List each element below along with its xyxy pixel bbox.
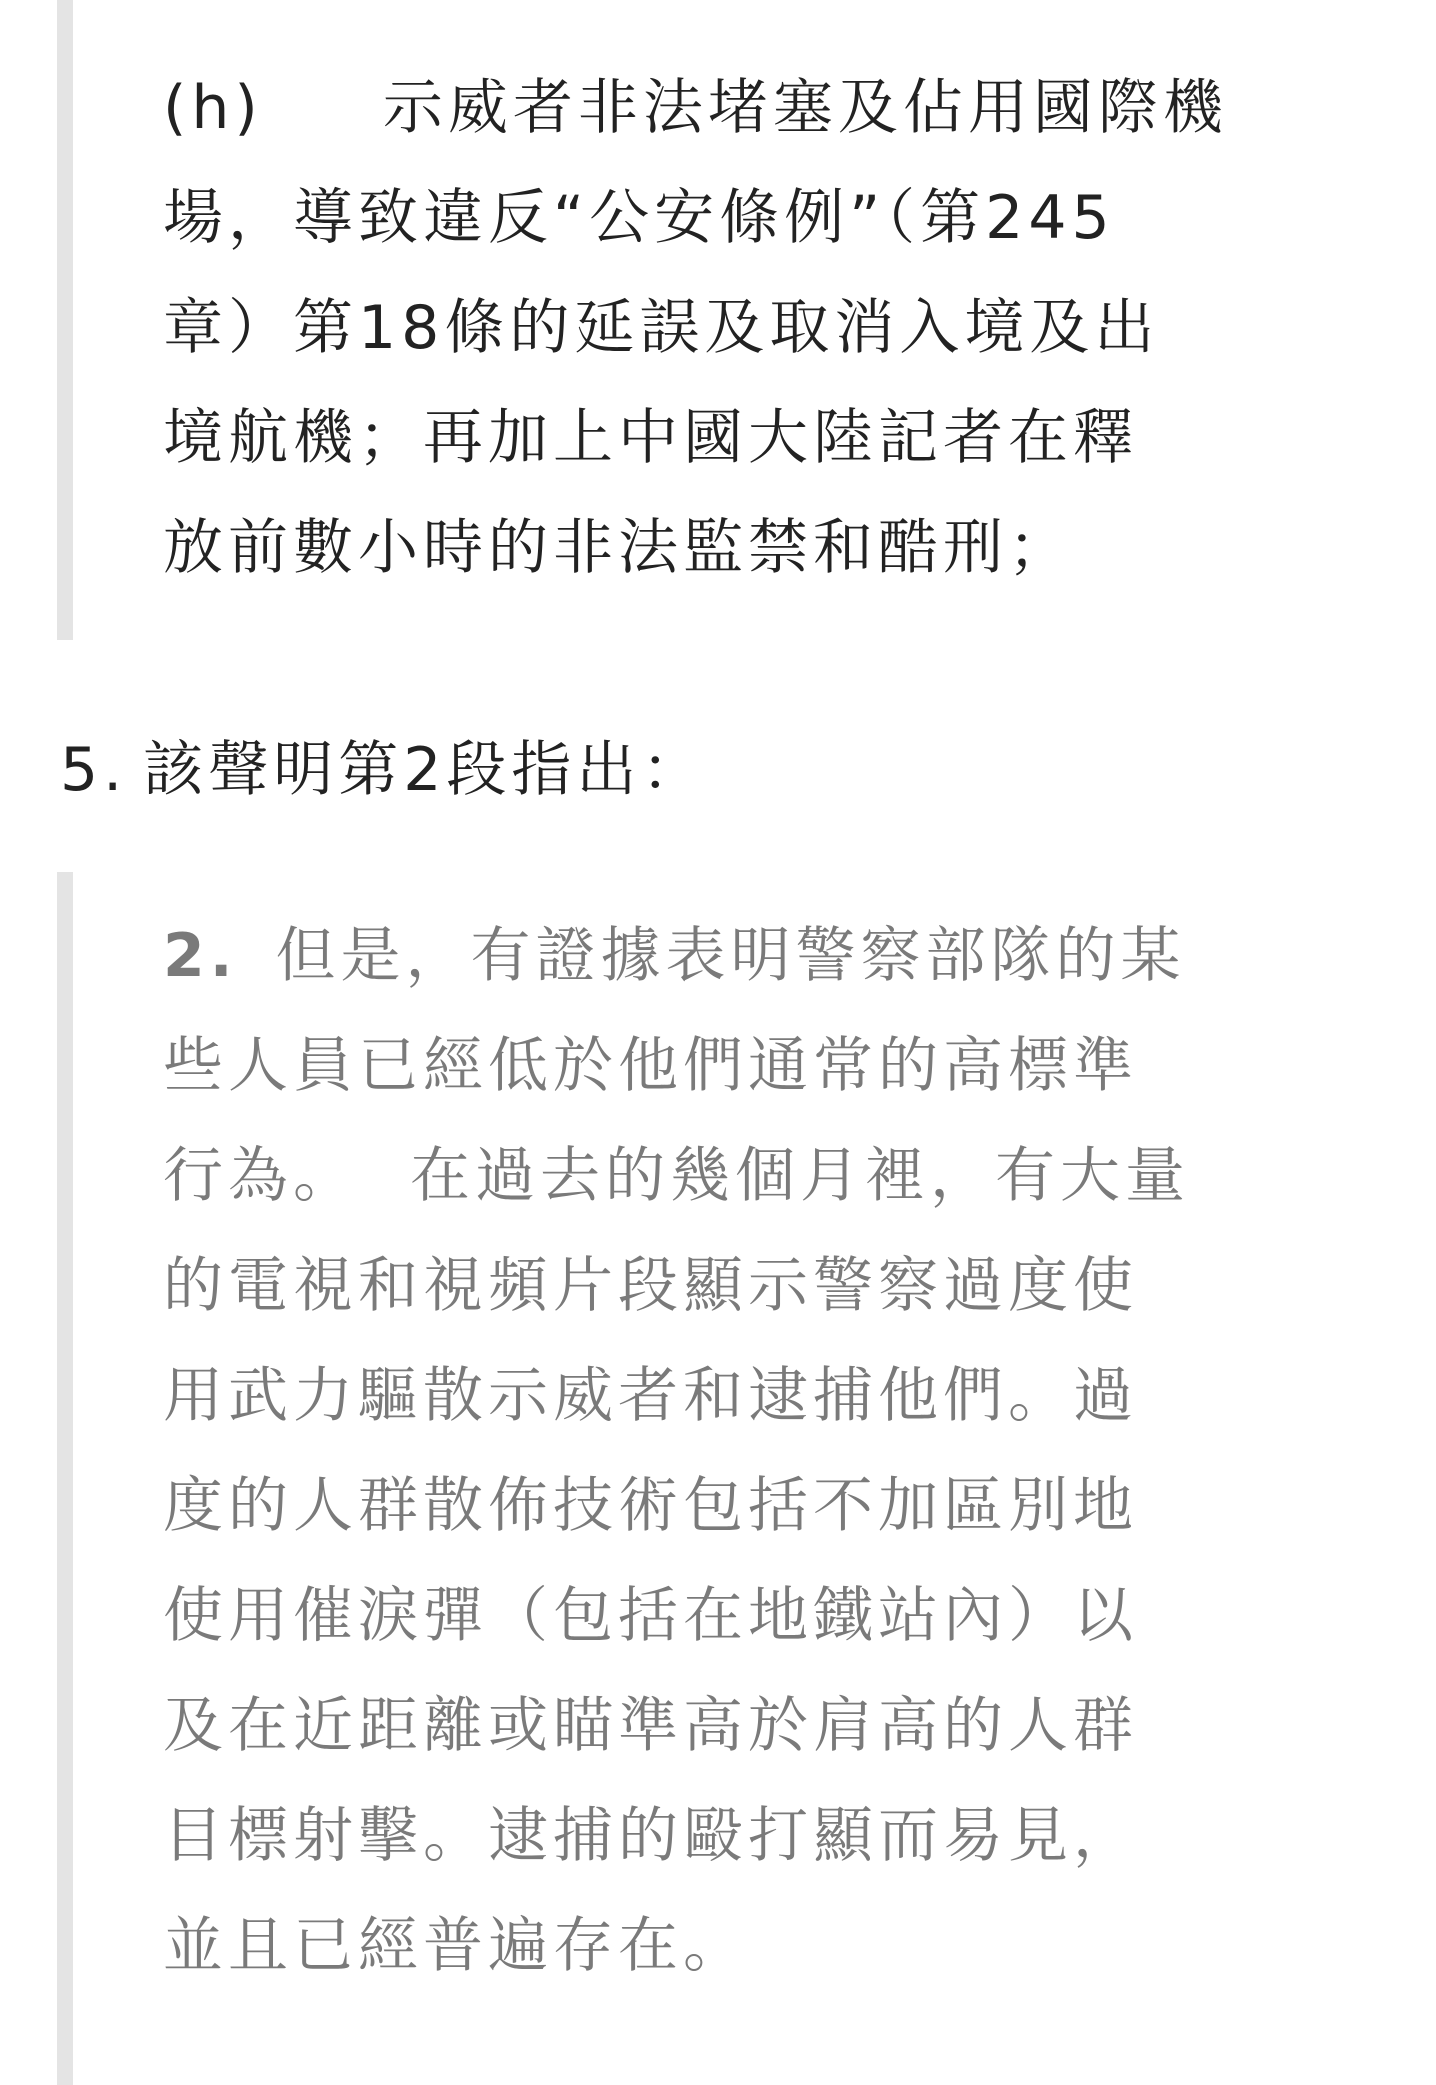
numbered-item-5 bbox=[60, 735, 707, 805]
quote-2-line-1-text: 但是，有證據表明警察部隊的某 bbox=[275, 921, 1186, 991]
quote-2-line-3-b: 在過去的幾個月裡，有大量 bbox=[410, 1141, 1190, 1211]
quote-2-line-3-a: 行為。 bbox=[163, 1141, 358, 1211]
quote-2-line-5: 用武力驅散示威者和逮捕他們。過 bbox=[163, 1361, 1138, 1431]
quote-2-line-10: 並且已經普遍存在。 bbox=[163, 1911, 748, 1981]
quote-2-line-1 bbox=[163, 921, 1186, 991]
quote-h-line-2: 場，導致違反“公安條例”（第245 bbox=[163, 183, 1115, 253]
quote-2-line-2: 些人員已經低於他們通常的高標準 bbox=[163, 1031, 1138, 1101]
quote-h-marker: (h) bbox=[163, 73, 263, 143]
blockquote-2 bbox=[57, 872, 1436, 2085]
quote-h-line-5: 放前數小時的非法監禁和酷刑； bbox=[163, 513, 1073, 583]
blockquote-h bbox=[57, 0, 1436, 640]
quote-h-line-4: 境航機；再加上中國大陸記者在釋 bbox=[163, 403, 1138, 473]
quote-2-line-4: 的電視和視頻片段顯示警察過度使 bbox=[163, 1251, 1138, 1321]
quote-2-line-8: 及在近距離或瞄準高於肩高的人群 bbox=[163, 1691, 1138, 1761]
quote-2-number: 2. bbox=[163, 921, 238, 991]
quote-2-line-9: 目標射擊。逮捕的毆打顯而易見， bbox=[163, 1801, 1138, 1871]
quote-h-line-3: 章）第18條的延誤及取消入境及出 bbox=[163, 293, 1160, 363]
quote-2-line-3 bbox=[163, 1141, 1190, 1211]
item-5-text: 該聲明第2段指出： bbox=[143, 735, 707, 805]
quote-h-line-1 bbox=[163, 73, 1228, 143]
item-5-number: 5. bbox=[60, 735, 128, 805]
quote-2-line-7: 使用催淚彈（包括在地鐵站內）以 bbox=[163, 1581, 1138, 1651]
quote-2-line-6: 度的人群散佈技術包括不加區別地 bbox=[163, 1471, 1138, 1541]
quote-h-line-1-text: 示威者非法堵塞及佔用國際機 bbox=[382, 73, 1228, 143]
